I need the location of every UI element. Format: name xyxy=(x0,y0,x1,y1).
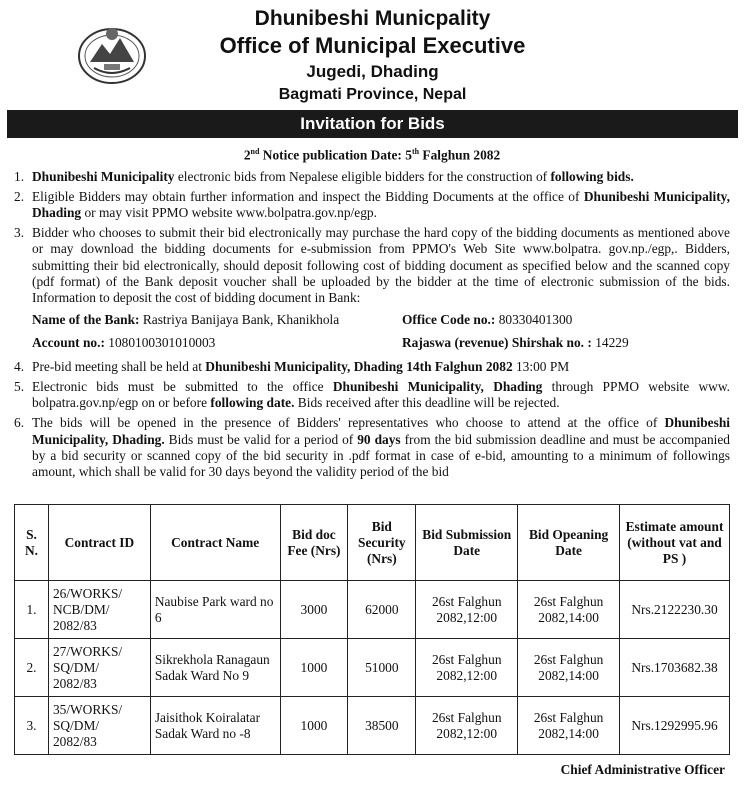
table-cell: 62000 xyxy=(348,581,416,639)
list-item: 6. The bids will be opened in the presence of Bidders' representatives who choose to attend at the office of Dhunibeshi Municipality, Dhading. Bids must be valid for a period of 90 days from the bid submission deadline and must be accompanied by a bid security or scanned copy of the bid security in .pdf format in case of e-bid, amounting to a minimum of followings amount, which shall be valid for 30 days beyond the validity period of the bid xyxy=(14,415,731,479)
bank-details xyxy=(14,312,730,350)
list-item: 2. Eligible Bidders may obtain further information and inspect the Bidding Documents at the office of Dhunibeshi Municipality, Dhading or may visit PPMO website www.bolpatra.gov.np/egp. xyxy=(14,188,730,221)
table-cell: 26st Falghun 2082,14:00 xyxy=(518,581,620,639)
revenue-heading: Rajaswa (revenue) Shirshak no. : 14229 xyxy=(402,334,629,350)
table-cell: Sikrekhola Ranagaun Sadak Ward No 9 xyxy=(150,639,280,697)
municipality-name: Dhunibeshi Municpality xyxy=(254,7,491,30)
list-item: 5. Electronic bids must be submitted to the office Dhunibeshi Municipality, Dhading through PPMO website www. bolpatra.gov.np/egp on or before following date. Bids received after this deadline will be rejected. xyxy=(14,378,730,411)
column-header: Bid Submission Date xyxy=(416,505,518,581)
table-cell: 38500 xyxy=(348,697,416,755)
table-cell: 3. xyxy=(15,697,49,755)
table-cell: Naubise Park ward no 6 xyxy=(150,581,280,639)
notice-title-banner: Invitation for Bids xyxy=(7,110,738,138)
table-cell: 1000 xyxy=(280,639,348,697)
table-row xyxy=(15,581,730,639)
column-header: Bid Security (Nrs) xyxy=(348,505,416,581)
table-cell: 2. xyxy=(15,639,49,697)
letterhead xyxy=(0,0,745,108)
office-location: Jugedi, Dhading xyxy=(306,62,439,81)
office-name: Office of Municipal Executive xyxy=(219,33,526,58)
account-number: Account no.: 1080100301010003 xyxy=(32,334,216,350)
column-header: Bid Opeaning Date xyxy=(518,505,620,581)
table-cell: Nrs.1292995.96 xyxy=(620,697,730,755)
table-cell: Nrs.2122230.30 xyxy=(620,581,730,639)
publication-date: 2nd Notice publication Date: 5th Falghun 2082 xyxy=(243,147,501,163)
table-cell: 26/WORKS/ NCB/DM/ 2082/83 xyxy=(48,581,150,639)
table-cell: Nrs.1703682.38 xyxy=(620,639,730,697)
table-cell: 27/WORKS/ SQ/DM/ 2082/83 xyxy=(48,639,150,697)
table-cell: 26st Falghun 2082,14:00 xyxy=(518,639,620,697)
table-cell: 3000 xyxy=(280,581,348,639)
table-cell: 26st Falghun 2082,12:00 xyxy=(416,697,518,755)
signatory-title: Chief Administrative Officer xyxy=(560,762,725,777)
column-header: Estimate amount (without vat and PS ) xyxy=(620,505,730,581)
bank-name: Name of the Bank: Rastriya Banijaya Bank, Khanikhola xyxy=(32,312,340,328)
table-header-row xyxy=(15,505,730,581)
bid-table xyxy=(14,504,730,755)
table-cell: 35/WORKS/ SQ/DM/ 2082/83 xyxy=(48,697,150,755)
table-cell: 26st Falghun 2082,12:00 xyxy=(416,581,518,639)
province-name: Bagmati Province, Nepal xyxy=(278,86,467,103)
column-header: Contract ID xyxy=(48,505,150,581)
notice-body xyxy=(14,144,730,484)
list-item: 4. Pre-bid meeting shall be held at Dhunibeshi Municipality, Dhading 14th Falghun 2082 13:00 PM xyxy=(14,358,570,374)
list-item: 3. Bidder who chooses to submit their bid electronically may purchase the hard copy of the bidding documents as mentioned above or may download the bidding documents for e-submission from PPMO's Web Site www.bolpatra. gov.np./egp,. Bidders, submitting their bid electronically, should deposit following cost of bidding document as specified below and the scanned copy (pdf format) of the Bank deposit voucher shall be uploaded by the bidder at the time of electronic submission of the bids. Information to deposit the cost of bidding document in Bank: xyxy=(14,225,730,306)
table-cell: 26st Falghun 2082,14:00 xyxy=(518,697,620,755)
table-cell: 1. xyxy=(15,581,49,639)
column-header: Bid doc Fee (Nrs) xyxy=(280,505,348,581)
table-cell: 1000 xyxy=(280,697,348,755)
column-header: Contract Name xyxy=(150,505,280,581)
office-code: Office Code no.: 80330401300 xyxy=(402,312,573,328)
table-row xyxy=(15,639,730,697)
table-cell: 51000 xyxy=(348,639,416,697)
table-row xyxy=(15,697,730,755)
table-cell: Jaisithok Koiralatar Sadak Ward no -8 xyxy=(150,697,280,755)
table-cell: 26st Falghun 2082,12:00 xyxy=(416,639,518,697)
list-item: 1. Dhunibeshi Municipality electronic bids from Nepalese eligible bidders for the construction of following bids. xyxy=(14,168,634,184)
column-header: S. N. xyxy=(15,505,49,581)
